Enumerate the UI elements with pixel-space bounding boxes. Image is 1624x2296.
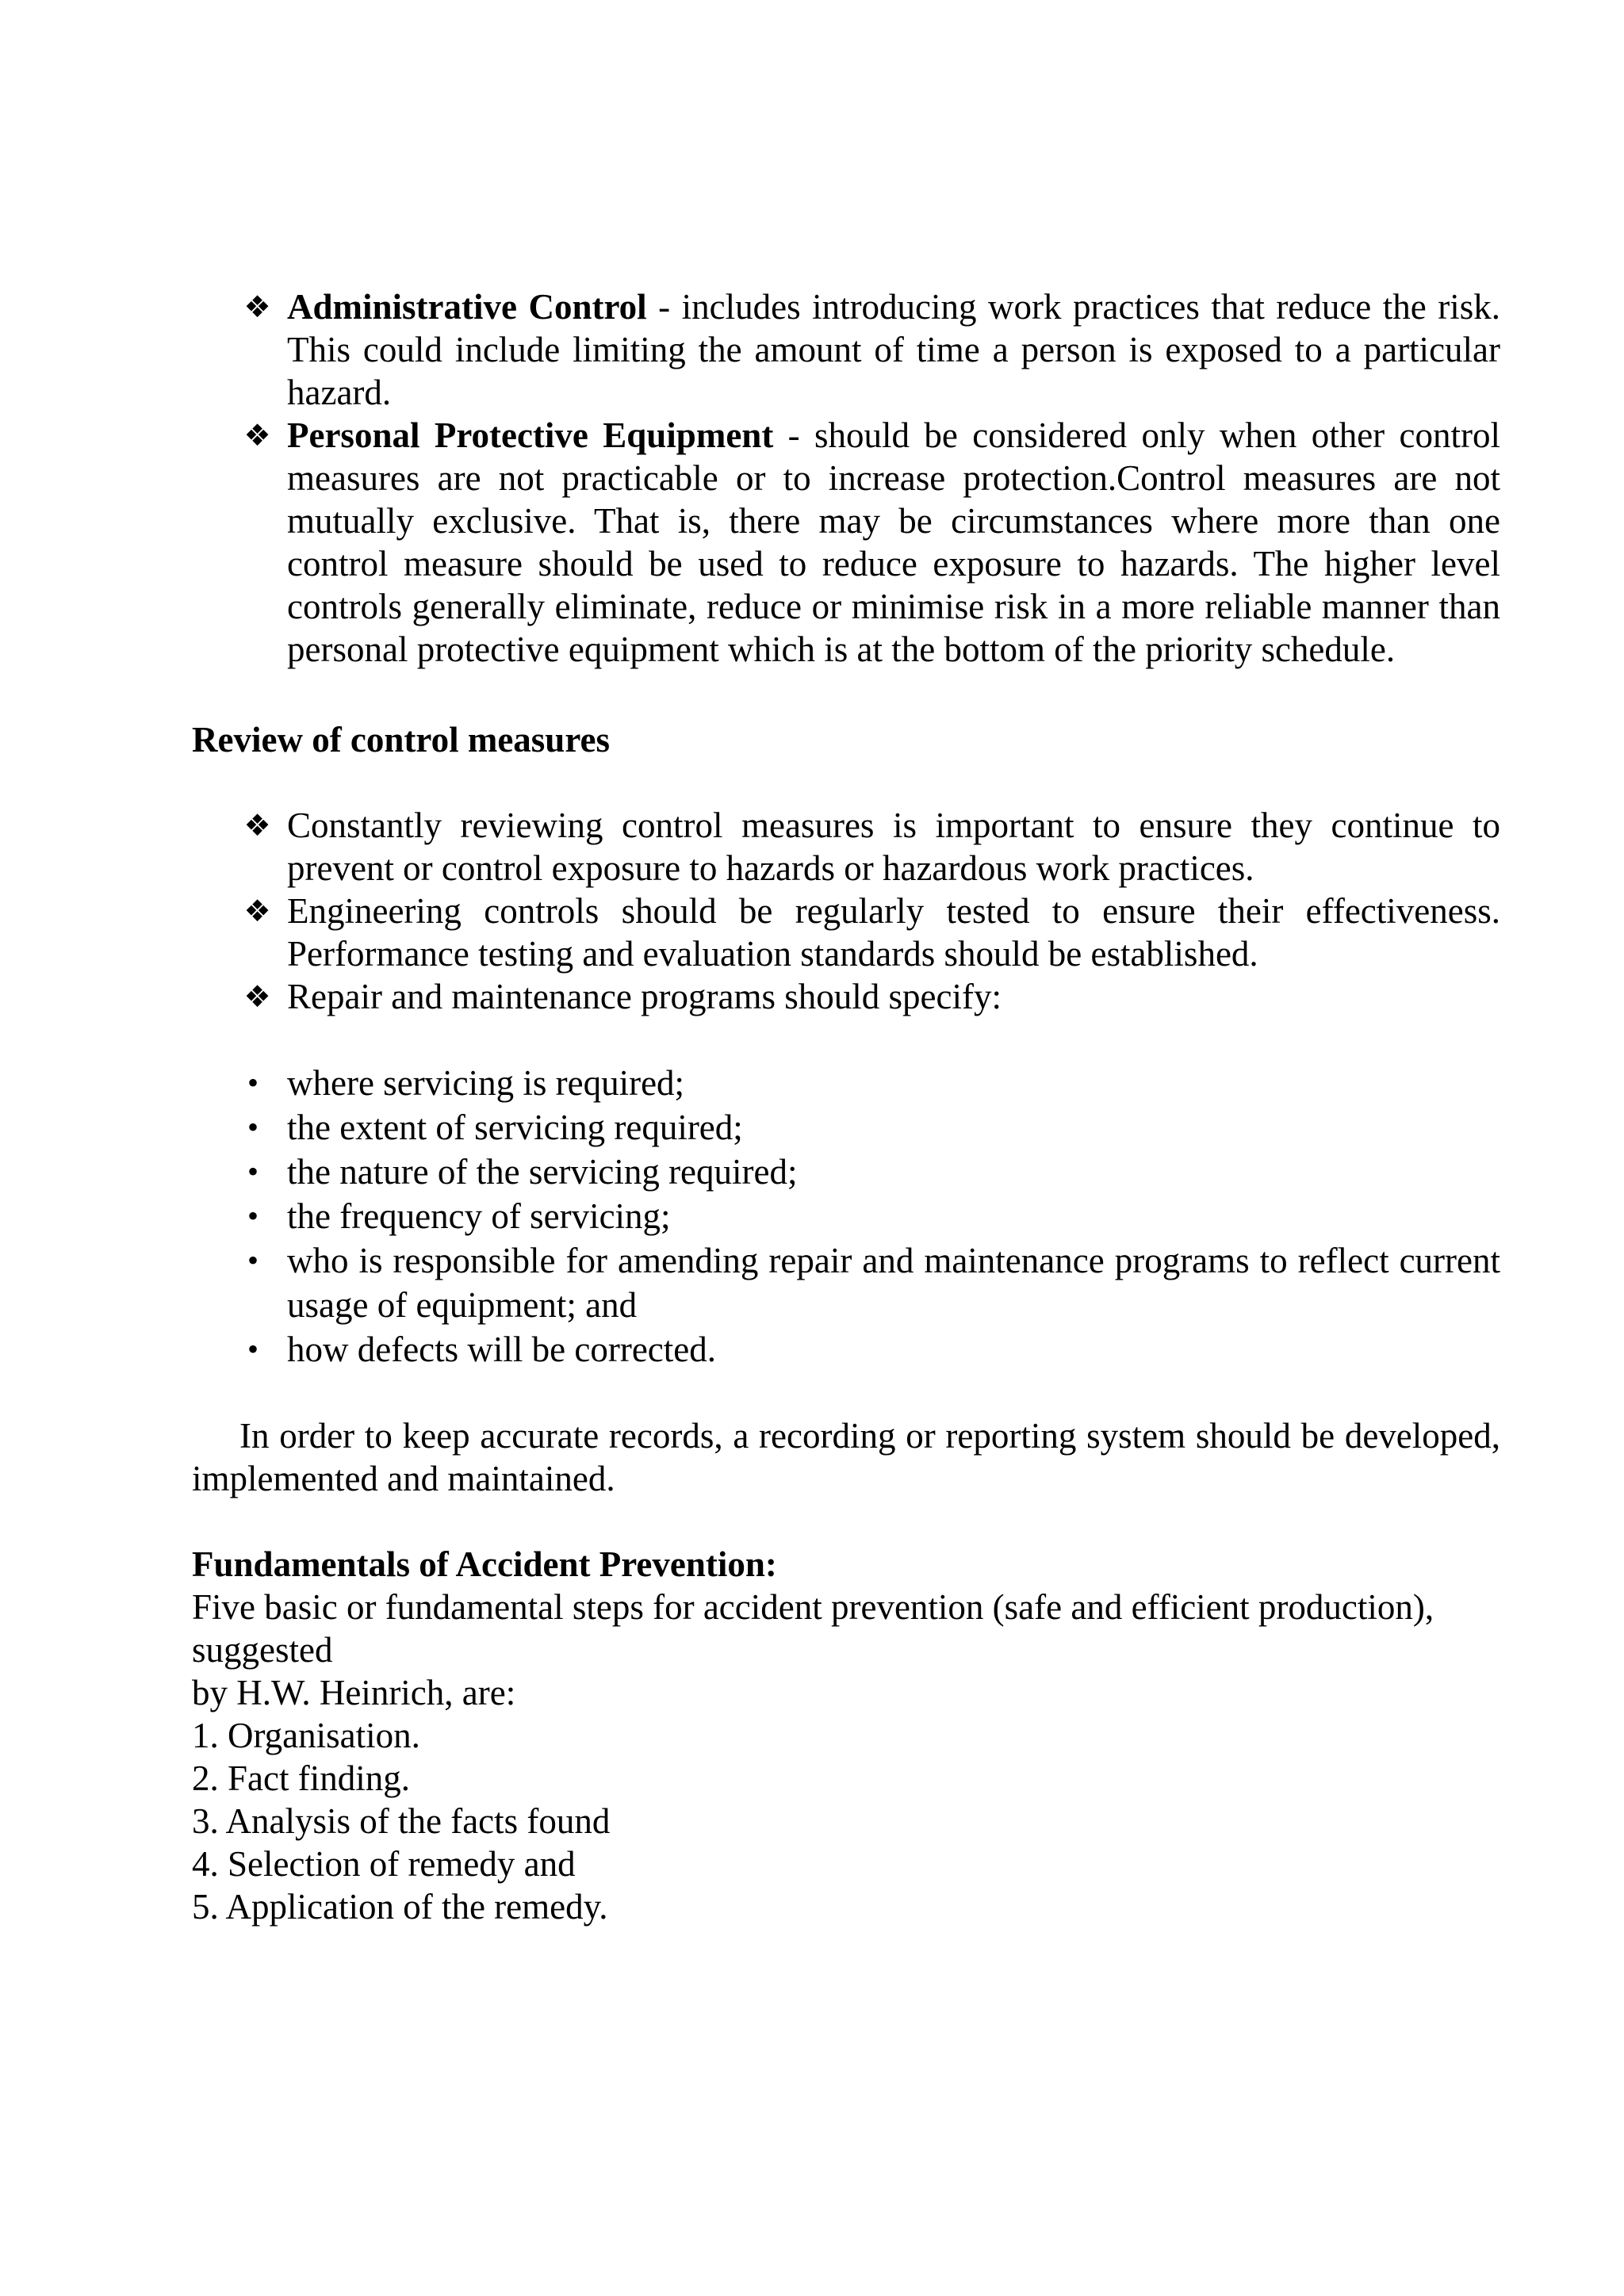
item-title: Administrative Control [287,287,647,327]
list-item [192,285,1500,414]
item-text: where servicing is required; [287,1063,685,1103]
item-text: the extent of servicing required; [287,1108,743,1147]
review-list [192,804,1500,1018]
step-item: 5. Application of the remedy. [192,1887,608,1927]
bullet-dot-icon: • [247,1242,259,1278]
fundamentals-intro-attribution: by H.W. Heinrich, are: [192,1673,516,1712]
list-item [192,804,1500,890]
document-page [192,285,1500,1928]
control-hierarchy-list [192,285,1500,671]
bullet-dot-icon: • [247,1109,259,1145]
item-text: who is responsible for amending repair and maintenance programs to reflect current usage of equipment; and [287,1241,1500,1325]
list-item [192,1194,1500,1238]
diamond-bullet-icon: ❖ [243,894,271,928]
bullet-dot-icon: • [247,1331,259,1367]
list-item [192,890,1500,975]
bullet-dot-icon: • [247,1065,259,1100]
records-paragraph: In order to keep accurate records, a recording or reporting system should be developed, implemented and maintained. [192,1416,1500,1498]
fundamentals-intro: Five basic or fundamental steps for accident prevention (safe and efficient production), suggested [192,1587,1434,1670]
item-text: how defects will be corrected. [287,1330,717,1369]
diamond-bullet-icon: ❖ [243,418,271,453]
item-text: the nature of the servicing required; [287,1152,798,1192]
list-item [192,1061,1500,1105]
bullet-dot-icon: • [247,1154,259,1189]
list-item [192,1238,1500,1327]
bullet-dot-icon: • [247,1198,259,1234]
list-item [192,1327,1500,1372]
list-item [192,975,1500,1018]
list-item [192,1105,1500,1150]
item-text: Constantly reviewing control measures is important to ensure they continue to prevent or control exposure to hazards or hazardous work practices. [287,806,1500,888]
item-text: Repair and maintenance programs should specify: [287,977,1002,1016]
item-text: - should be considered only when other control measures are not practicable or to increase protection.Control measures are not mutually exclusive. That is, there may be circumstances where more than one control measure should be used to reduce exposure to hazards. The higher level controls generally eliminate, reduce or minimise risk in a more reliable manner than personal protective equipment which is at the bottom of the priority schedule. [287,415,1500,669]
list-item [192,414,1500,671]
step-item: 1. Organisation. [192,1716,420,1755]
item-text: - includes introducing work practices that reduce the risk. This could include limiting the amount of time a person is exposed to a particular hazard. [287,287,1500,412]
diamond-bullet-icon: ❖ [243,979,271,1014]
list-item [192,1150,1500,1194]
servicing-list [192,1061,1500,1372]
step-item: 3. Analysis of the facts found [192,1801,611,1841]
item-text: the frequency of servicing; [287,1196,671,1236]
item-title: Personal Protective Equipment [287,415,774,455]
review-heading: Review of control measures [192,720,610,760]
step-item: 2. Fact finding. [192,1758,410,1798]
item-text: Engineering controls should be regularly tested to ensure their effectiveness. Performance testing and evaluation standards should be established. [287,891,1500,974]
diamond-bullet-icon: ❖ [243,289,271,324]
fundamentals-heading: Fundamentals of Accident Prevention: [192,1544,777,1584]
diamond-bullet-icon: ❖ [243,808,271,843]
step-item: 4. Selection of remedy and [192,1844,576,1884]
